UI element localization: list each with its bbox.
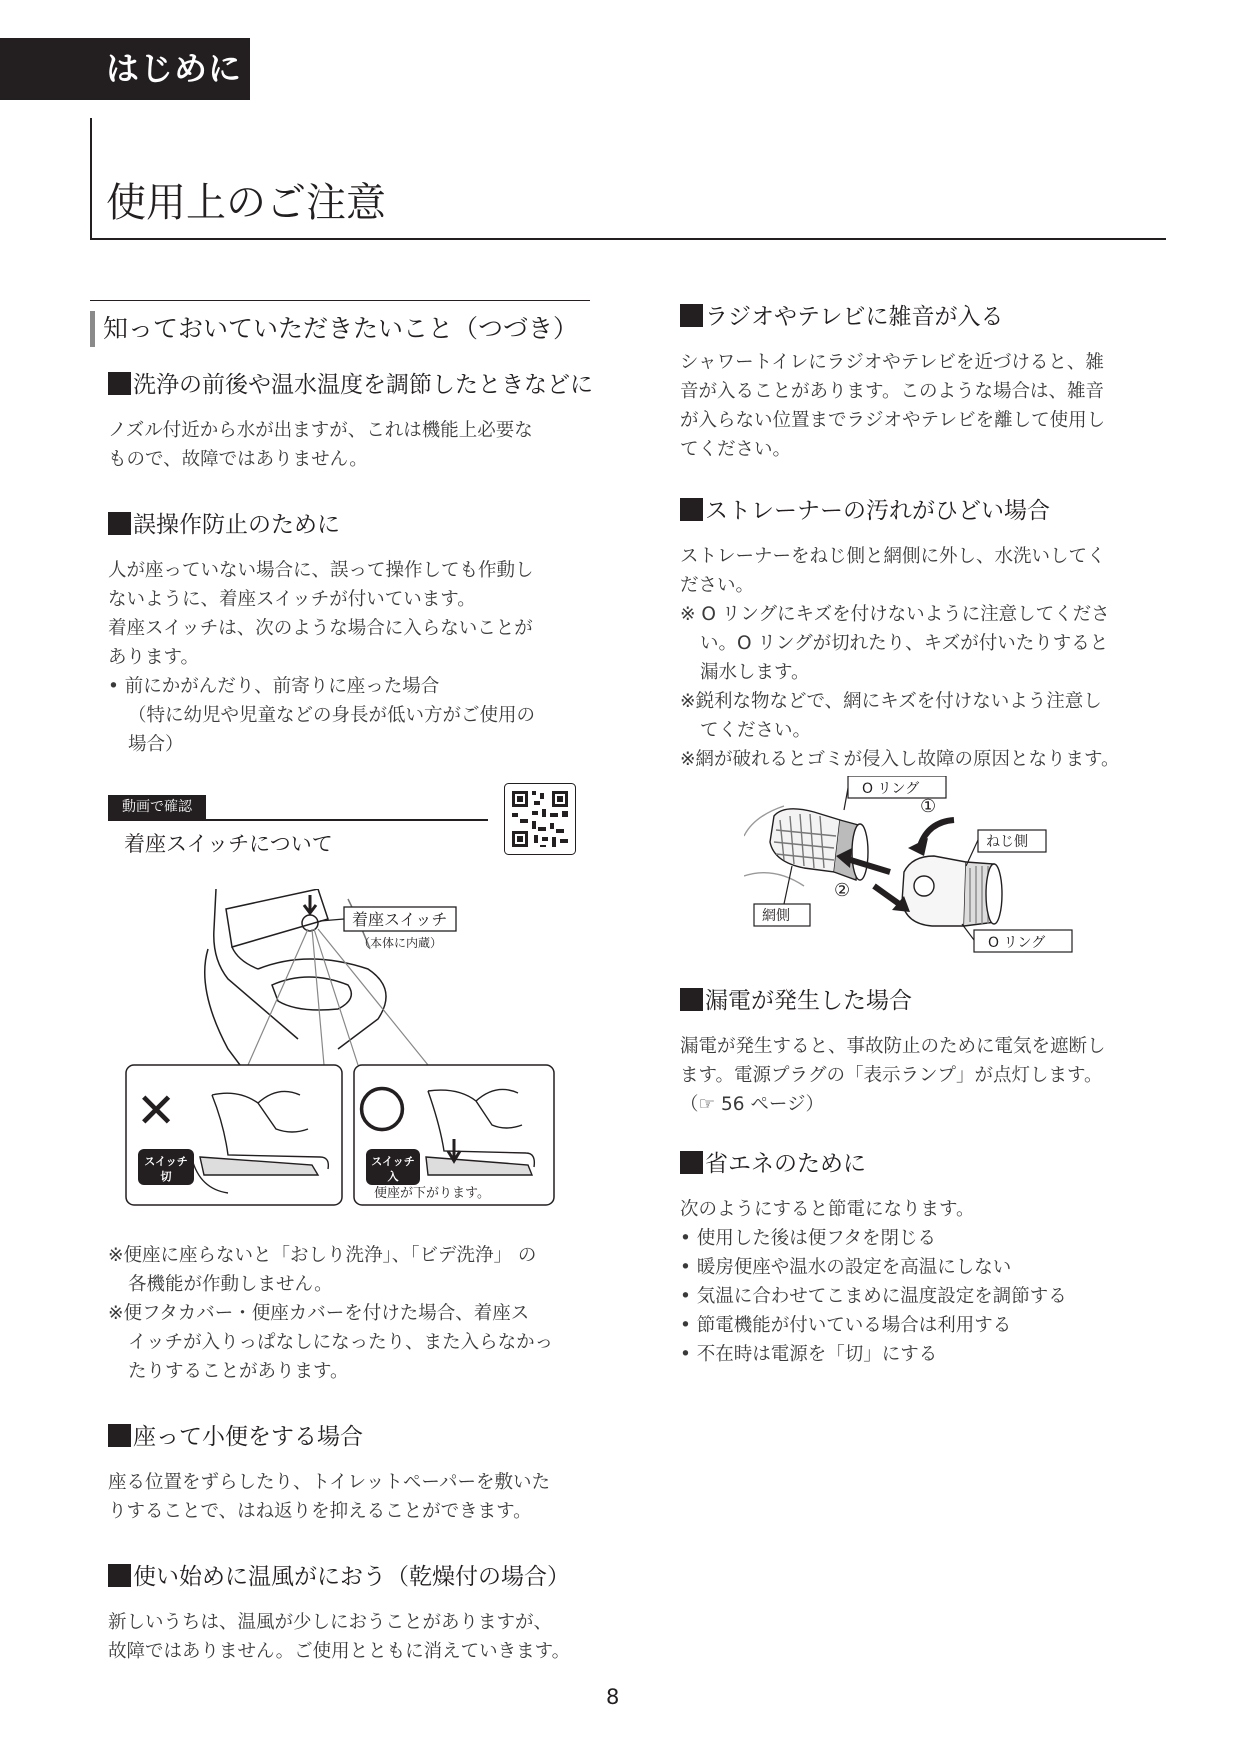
washing-body: ノズル付近から水が出ますが、これは機能上必要な もので、故障ではありません。 (108, 420, 533, 470)
step-1: ① (920, 796, 937, 817)
subsection-marker (90, 311, 95, 347)
heading-urinate: 座って小便をする場合 (108, 1420, 590, 1454)
square-icon (680, 498, 703, 521)
ok-caption: 便座が下がります。 (374, 1186, 490, 1201)
strainer-figure (744, 776, 1164, 956)
svg-text:切: 切 (160, 1170, 172, 1183)
heading-washing: 洗浄の前後や温水温度を調節したときなどに (108, 368, 590, 402)
square-icon (680, 1151, 703, 1174)
video-text: 着座スイッチについて (124, 832, 333, 856)
ok-symbol: 〇 (358, 1083, 407, 1139)
square-icon (108, 1424, 131, 1447)
heading-warm-air: 使い始めに温風がにおう（乾燥付の場合） (108, 1560, 590, 1594)
square-icon (108, 512, 131, 535)
bullet-item: • 気温に合わせてこまめに温度設定を調節する (680, 1286, 1067, 1307)
bullet-item: • 不在時は電源を「切」にする (680, 1344, 938, 1365)
misoperation-body: 人が座っていない場合に、誤って操作しても作動し ないように、着座スイッチが付いています。 着座スイッチは、次のような場合に入らないことが あります。 • 前にかがんだり、前寄りに座った場合 （特に幼児や児童などの身長が低い方がご使用の 場合） (90, 556, 590, 759)
bullet-item: • 使用した後は便フタを閉じる (680, 1228, 936, 1249)
seat-switch-notes: ※便座に座らないと「おしり洗浄」、「ビデ洗浄」 の 各機能が作動しません。 ※便フタカバー・便座カバーを付けた場合、着座ス イッチが入りっぱなしになったり、また入らなかっ たりすることがあります。 (108, 1245, 554, 1382)
strainer-body: ストレーナーをねじ側と網側に外し、水洗いしてく ださい。 ※ O リングにキズを付けないように注意してくださ い。O リングが切れたり、キズが付いたりすると 漏水します。 ※鋭利な物などで、網にキズを付けないよう注意し てください。 ※網が破れるとゴミが侵入し故障の原因となります。 (680, 546, 1120, 770)
radio-tv-body: シャワートイレにラジオやテレビを近づけると、雑 音が入ることがあります。このような場合は、雑音 が入らない位置までラジオやテレビを離して使用し てください。 (680, 352, 1106, 460)
right-column (680, 300, 1180, 1369)
title-rule-horizontal (90, 238, 1166, 240)
o-ring-bottom-label: O リング (988, 935, 1046, 951)
svg-text:スイッチ: スイッチ (144, 1155, 188, 1168)
switch-label: 着座スイッチ (352, 910, 448, 929)
energy-saving-body: 次のようにすると節電になります。 • 使用した後は便フタを閉じる • 暖房便座や温水の設定を高温にしない • 気温に合わせてこまめに温度設定を調節する • 節電機能が付いている場合は利用する • 不在時は電源を「切」にする (680, 1195, 1180, 1369)
ng-symbol: ✕ (136, 1083, 177, 1139)
urinate-body: 座る位置をずらしたり、トイレットペーパーを敷いた りすることで、はね返りを抑えることができます。 (108, 1472, 550, 1522)
page-number: 8 (606, 1685, 620, 1709)
heading-misoperation: 誤操作防止のために (108, 508, 590, 542)
square-icon (108, 1564, 131, 1587)
square-icon (108, 372, 131, 395)
mesh-side-label: 網側 (762, 908, 790, 924)
left-column (90, 300, 593, 1666)
screw-side-label: ねじ側 (986, 834, 1028, 850)
step-2: ② (834, 880, 851, 901)
page-title: 使用上のご注意 (106, 180, 386, 226)
subsection-header (90, 300, 590, 350)
qr-code-icon[interactable] (504, 783, 576, 855)
video-label: 動画で確認 (108, 795, 206, 819)
title-rule-vertical (90, 118, 92, 240)
subsection-title: 知っておいていただきたいこと（つづき） (103, 314, 579, 343)
heading-leakage: 漏電が発生した場合 (680, 984, 1180, 1018)
square-icon (680, 988, 703, 1011)
bullet-item: • 暖房便座や温水の設定を高温にしない (680, 1257, 1012, 1278)
warm-air-body: 新しいうちは、温風が少しにおうことがありますが、 故障ではありません。ご使用とともに消えていきます。 (108, 1612, 571, 1662)
heading-energy-saving: 省エネのために (680, 1147, 1180, 1181)
section-tab: はじめに (0, 38, 250, 100)
bullet-item: • 節電機能が付いている場合は利用する (680, 1315, 1012, 1336)
heading-strainer: ストレーナーの汚れがひどい場合 (680, 494, 1180, 528)
svg-text:入: 入 (387, 1170, 399, 1183)
leakage-body: 漏電が発生すると、事故防止のために電気を遮断し ます。電源プラグの「表示ランプ」が点灯します。 （☞ 56 ページ） (680, 1036, 1106, 1115)
heading-radio-tv: ラジオやテレビに雑音が入る (680, 300, 1180, 334)
square-icon (680, 304, 703, 327)
video-rule (108, 819, 488, 821)
o-ring-top-label: O リング (862, 781, 920, 797)
seat-switch-figure (108, 889, 588, 1229)
bullet-item: • 前にかがんだり、前寄りに座った場合 (108, 676, 440, 697)
switch-sub-label: （本体に内蔵） (358, 936, 443, 950)
svg-text:スイッチ: スイッチ (371, 1155, 415, 1168)
video-box (108, 795, 590, 871)
